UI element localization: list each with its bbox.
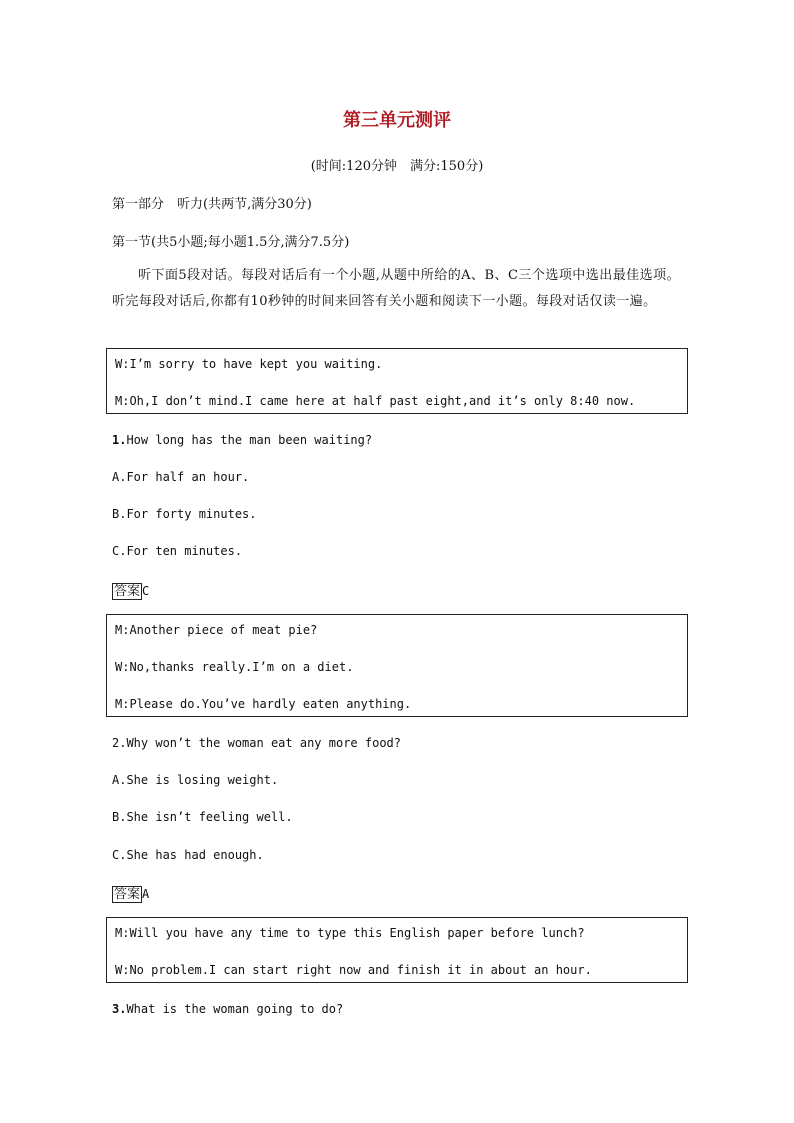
option-1b: B.For forty minutes. [112, 507, 257, 521]
exam-time-score: (时间:120分钟 满分:150分) [310, 159, 484, 174]
dialog-line: M:Will you have any time to type this English paper before lunch? [115, 926, 585, 940]
page-title: 第三单元测评 [343, 110, 451, 131]
answer-value: C [142, 584, 150, 598]
section-heading: 第一节(共5小题;每小题1.5分,满分7.5分) [112, 235, 350, 250]
question-number: 3. [112, 1002, 127, 1016]
option-2c: C.She has had enough. [112, 848, 264, 862]
option-1c: C.For ten minutes. [112, 544, 243, 558]
question-number: 2. [112, 736, 127, 750]
answer-2 [112, 883, 149, 902]
dialog-line: W:No problem.I can start right now and finish it in about an hour. [115, 963, 592, 977]
dialog-box-2 [106, 614, 688, 717]
option-1a: A.For half an hour. [112, 470, 250, 484]
question-1 [112, 433, 372, 447]
question-text: How long has the man been waiting? [126, 433, 373, 447]
option-2b: B.She isn’t feeling well. [112, 810, 293, 824]
answer-value: A [142, 887, 150, 901]
question-text: What is the woman going to do? [126, 1002, 344, 1016]
dialog-line: M:Another piece of meat pie? [115, 623, 318, 637]
dialog-line: M:Oh,I don’t mind.I came here at half past eight,and it’s only 8:40 now. [115, 394, 636, 408]
dialog-box-1 [106, 348, 688, 414]
answer-label: 答案 [114, 887, 141, 902]
instructions-paragraph: 听下面5段对话。每段对话后有一个小题,从题中所给的A、B、C三个选项中选出最佳选项。听完每段对话后,你都有10秒钟的时间来回答有关小题和阅读下一小题。每段对话仅读一遍。 [112, 268, 680, 309]
answer-1 [112, 580, 149, 599]
part-heading: 第一部分 听力(共两节,满分30分) [112, 197, 312, 212]
question-2 [112, 736, 401, 750]
dialog-line: W:No,thanks really.I’m on a diet. [115, 660, 354, 674]
question-number: 1. [112, 433, 127, 447]
dialog-box-3 [106, 917, 688, 983]
option-2a: A.She is losing weight. [112, 773, 279, 787]
dialog-line: W:I’m sorry to have kept you waiting. [115, 357, 383, 371]
dialog-line: M:Please do.You’ve hardly eaten anything. [115, 697, 412, 711]
answer-label: 答案 [114, 584, 141, 599]
question-3 [112, 1002, 343, 1016]
question-text: Why won’t the woman eat any more food? [126, 736, 401, 750]
